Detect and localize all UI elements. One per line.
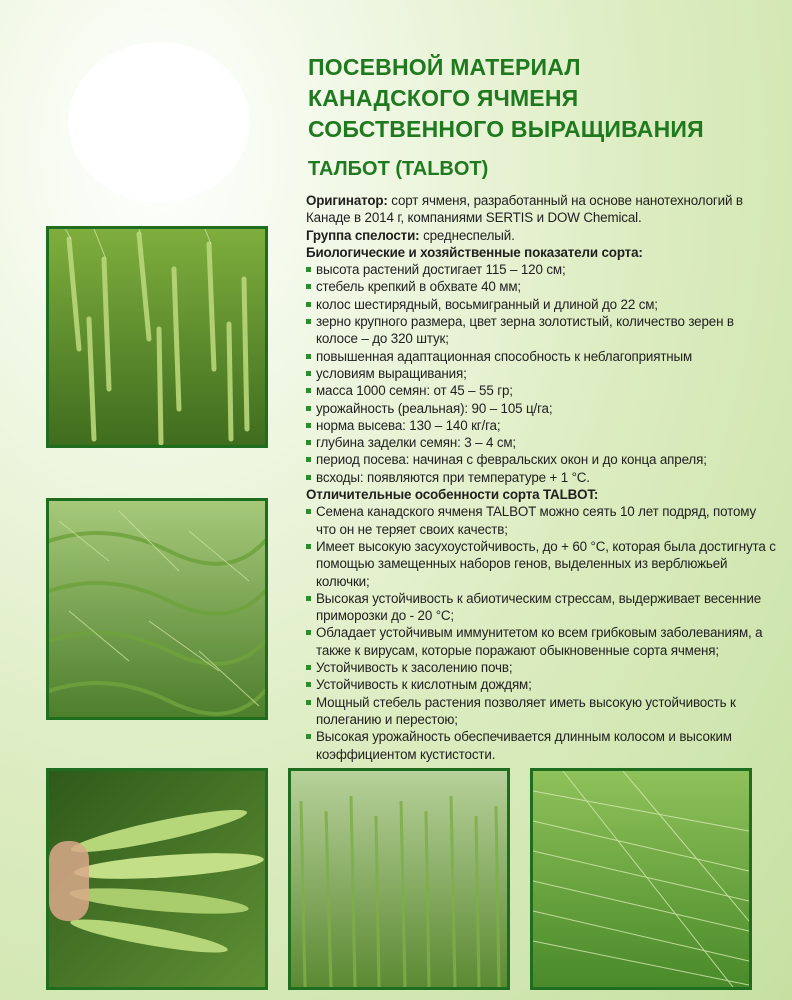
indicators-heading: Биологические и хозяйственные показатели сорта: xyxy=(306,244,643,260)
list-item: колос шестирядный, восьмигранный и длиной до 22 см; xyxy=(306,296,776,313)
list-item: масса 1000 семян: от 45 – 55 гр; xyxy=(306,382,776,399)
barley-photo-4 xyxy=(288,768,510,990)
indicators-list xyxy=(306,261,776,486)
list-item: урожайность (реальная): 90 – 105 ц/га; xyxy=(306,400,776,417)
title-line-2: КАНАДСКОГО ЯЧМЕНЯ xyxy=(308,85,579,111)
features-heading: Отличительные особенности сорта TALBOT: xyxy=(306,487,599,503)
list-item: Обладает устойчивым иммунитетом ко всем грибковым заболеваниям, а также к вирусам, которые поражают обыкновенные сорта ячменя; xyxy=(306,624,776,659)
barley-photo-1 xyxy=(46,226,268,448)
list-item: повышенная адаптационная способность к неблагоприятным xyxy=(306,348,776,365)
description-text xyxy=(306,192,776,763)
list-item: всходы: появляются при температуре + 1 °С. xyxy=(306,469,776,486)
barley-photo-3 xyxy=(46,768,268,990)
originator-text: сорт ячменя, разработанный на основе нанотехнологий в Канаде в 2014 г, компаниями SERTIS и DOW Chemical. xyxy=(306,193,743,226)
list-item: Устойчивость к засолению почв; xyxy=(306,659,776,676)
list-item: период посева: начиная с февральских окон и до конца апреля; xyxy=(306,451,776,468)
variety-title: ТАЛБОТ (TALBOT) xyxy=(308,158,489,180)
list-item: глубина заделки семян: 3 – 4 см; xyxy=(306,434,776,451)
originator-paragraph xyxy=(306,192,776,227)
list-item: Мощный стебель растения позволяет иметь высокую устойчивость к полеганию и перестою; xyxy=(306,694,776,729)
features-list xyxy=(306,503,776,762)
barley-photo-2 xyxy=(46,498,268,720)
title-line-3: СОБСТВЕННОГО ВЫРАЩИВАНИЯ xyxy=(308,116,704,142)
list-item: Высокая устойчивость к абиотическим стрессам, выдерживает весенние приморозки до - 20 °С; xyxy=(306,590,776,625)
list-item: условиям выращивания; xyxy=(306,365,776,382)
ripeness-text: среднеспелый. xyxy=(419,227,515,243)
ripeness-label: Группа спелости: xyxy=(306,227,420,243)
list-item: Высокая урожайность обеспечивается длинным колосом и высоким коэффициентом кустистости. xyxy=(306,728,776,763)
list-item: зерно крупного размера, цвет зерна золотистый, количество зерен в колосе – до 320 штук; xyxy=(306,313,776,348)
originator-label: Оригинатор: xyxy=(306,193,388,208)
ripeness-paragraph xyxy=(306,227,776,244)
list-item: норма высева: 130 – 140 кг/га; xyxy=(306,417,776,434)
list-item: высота растений достигает 115 – 120 см; xyxy=(306,261,776,278)
barley-photo-5 xyxy=(530,768,752,990)
list-item: Имеет высокую засухоустойчивость, до + 60 °С, которая была достигнута с помощью замещенных наборов генов, выделенных из верблюжьей колючки; xyxy=(306,538,776,590)
list-item: Устойчивость к кислотным дождям; xyxy=(306,676,776,693)
title-line-1: ПОСЕВНОЙ МАТЕРИАЛ xyxy=(308,54,581,80)
list-item: Семена канадского ячменя TALBOT можно сеять 10 лет подряд, потому что он не теряет своих качеств; xyxy=(306,503,776,538)
list-item: стебель крепкий в обхвате 40 мм; xyxy=(306,278,776,295)
page-title xyxy=(308,52,778,145)
background-glow xyxy=(68,42,250,202)
